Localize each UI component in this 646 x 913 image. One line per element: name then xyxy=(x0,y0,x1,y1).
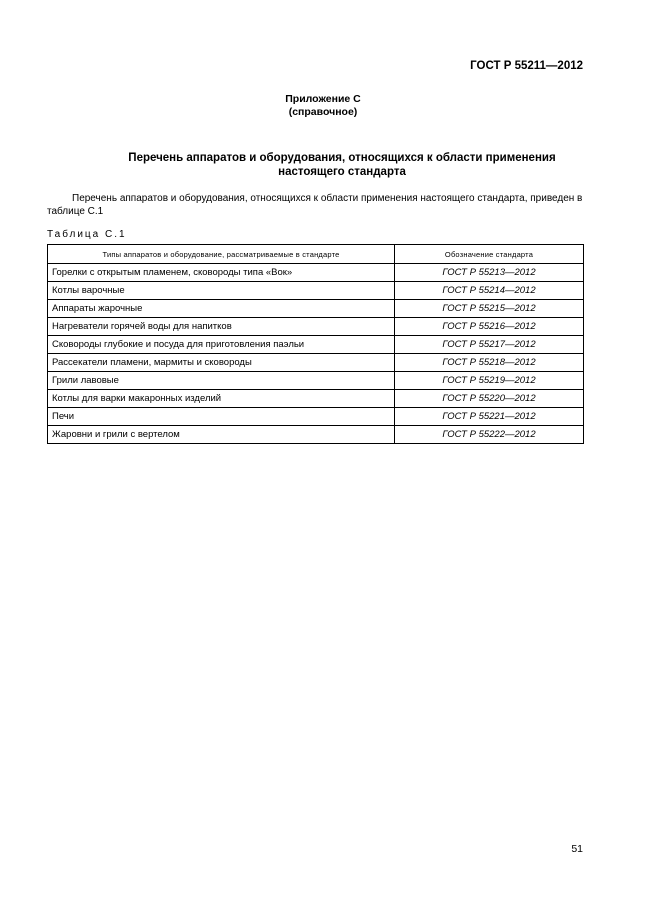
table-row xyxy=(48,282,584,300)
intro-paragraph: Перечень аппаратов и оборудования, относящихся к области применения настоящего стандарта, приведен в таблице С.1 xyxy=(47,193,583,217)
table-row xyxy=(48,408,584,426)
standard-cell: ГОСТ Р 55219—2012 xyxy=(395,372,584,390)
standard-cell: ГОСТ Р 55215—2012 xyxy=(395,300,584,318)
equipment-type-cell: Печи xyxy=(48,408,395,426)
standard-cell: ГОСТ Р 55222—2012 xyxy=(395,426,584,444)
standard-cell: ГОСТ Р 55214—2012 xyxy=(395,282,584,300)
equipment-type-cell: Котлы варочные xyxy=(48,282,395,300)
appendix-title: Приложение С xyxy=(285,93,361,105)
header-equipment-types: Типы аппаратов и оборудование, рассматриваемые в стандарте xyxy=(48,245,395,264)
standards-table xyxy=(47,244,584,444)
equipment-type-cell: Рассекатели пламени, мармиты и сковороды xyxy=(48,354,395,372)
table-row xyxy=(48,426,584,444)
equipment-type-cell: Жаровни и грили с вертелом xyxy=(48,426,395,444)
equipment-type-cell: Нагреватели горячей воды для напитков xyxy=(48,318,395,336)
table-row xyxy=(48,300,584,318)
header-standard-designation: Обозначение стандарта xyxy=(395,245,584,264)
equipment-type-cell: Сковороды глубокие и посуда для приготовления паэльи xyxy=(48,336,395,354)
standard-cell: ГОСТ Р 55220—2012 xyxy=(395,390,584,408)
standard-cell: ГОСТ Р 55221—2012 xyxy=(395,408,584,426)
standard-cell: ГОСТ Р 55213—2012 xyxy=(395,264,584,282)
section-title xyxy=(60,151,624,179)
table-row xyxy=(48,372,584,390)
equipment-type-cell: Грили лавовые xyxy=(48,372,395,390)
standard-cell: ГОСТ Р 55217—2012 xyxy=(395,336,584,354)
standard-cell: ГОСТ Р 55218—2012 xyxy=(395,354,584,372)
table-caption: Таблица С.1 xyxy=(47,229,127,240)
table-row xyxy=(48,336,584,354)
standard-cell: ГОСТ Р 55216—2012 xyxy=(395,318,584,336)
table-header-row xyxy=(48,245,584,264)
table-row xyxy=(48,390,584,408)
section-title-line-1: Перечень аппаратов и оборудования, относящихся к области применения xyxy=(128,152,556,164)
appendix-subtitle: (справочное) xyxy=(288,106,358,118)
appendix-heading xyxy=(0,93,646,119)
equipment-type-cell: Аппараты жарочные xyxy=(48,300,395,318)
table-row xyxy=(48,318,584,336)
table-row xyxy=(48,354,584,372)
section-title-line-2: настоящего стандарта xyxy=(278,166,406,178)
page-number: 51 xyxy=(571,843,583,855)
table-row xyxy=(48,264,584,282)
equipment-type-cell: Горелки с открытым пламенем, сковороды типа «Вок» xyxy=(48,264,395,282)
equipment-type-cell: Котлы для варки макаронных изделий xyxy=(48,390,395,408)
document-code: ГОСТ Р 55211—2012 xyxy=(470,60,583,72)
